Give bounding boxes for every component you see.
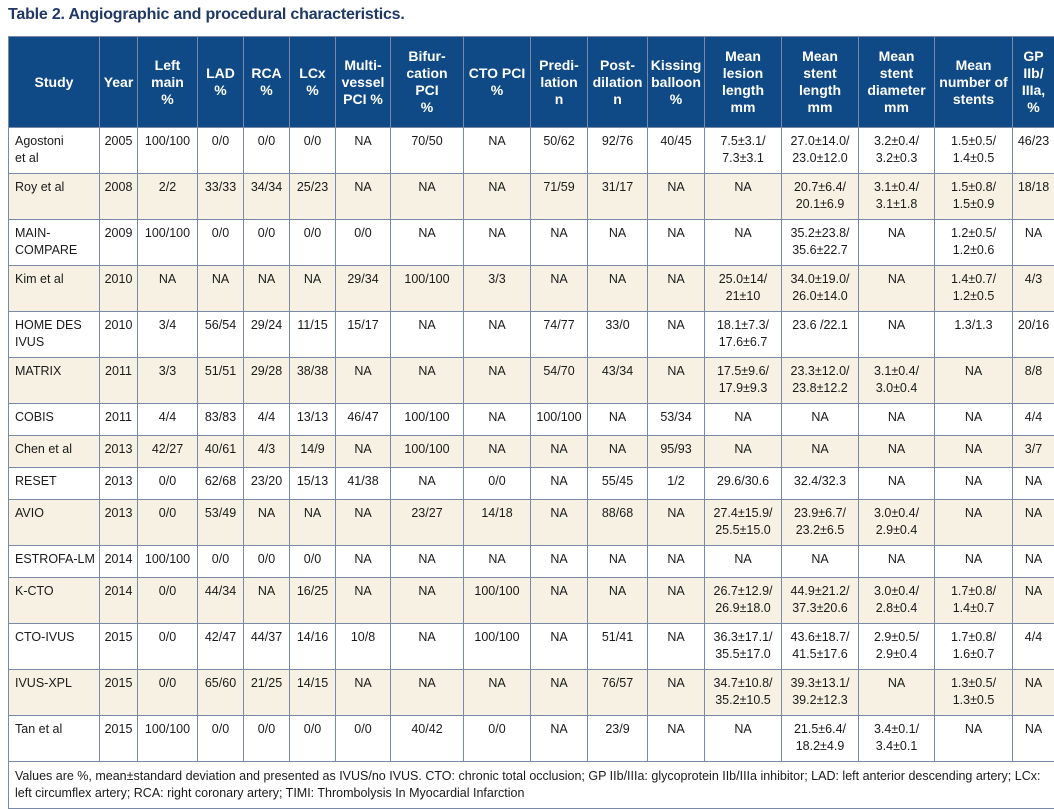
table-cell: 0/0 [336, 220, 391, 266]
table-cell: 0/0 [336, 716, 391, 762]
table-cell: 43.6±18.7/ 41.5±17.6 [782, 624, 859, 670]
table-cell: NA [531, 500, 588, 546]
table-cell: 54/70 [531, 358, 588, 404]
table-cell: 0/0 [138, 624, 198, 670]
table-cell: NA [391, 174, 464, 220]
table-cell: 0/0 [138, 500, 198, 546]
table-cell: 3.1±0.4/ 3.0±0.4 [859, 358, 935, 404]
header-cell: Year [100, 37, 138, 128]
table-cell: NA [336, 358, 391, 404]
table-cell: 3/4 [138, 312, 198, 358]
table-cell: 0/0 [138, 578, 198, 624]
table-cell: NA [648, 220, 705, 266]
table-cell: 32.4/32.3 [782, 468, 859, 500]
table-cell: NA [391, 624, 464, 670]
table-cell: NA [935, 358, 1013, 404]
table-cell: 11/15 [290, 312, 336, 358]
table-cell: NA [336, 500, 391, 546]
table-footnote: Values are %, mean±standard deviation and presented as IVUS/no IVUS. CTO: chronic total occlusion; GP IIb/IIIa: glycoprotein IIb/IIIa inhibitor; LAD: left anterior descending artery; LCx: left circumflex artery; RCA: right coronary artery; TIMI: Thrombolysis In Myocardial Infarction [9, 762, 1054, 809]
table-row [9, 578, 1054, 624]
study-cell: RESET [9, 468, 100, 500]
table-cell: 4/4 [244, 404, 290, 436]
header-cell: Kissing balloon % [648, 37, 705, 128]
table-cell: NA [859, 546, 935, 578]
table-cell: NA [859, 670, 935, 716]
table-cell: NA [705, 220, 782, 266]
table-cell: 62/68 [198, 468, 244, 500]
table-cell: NA [391, 468, 464, 500]
study-cell: CTO-IVUS [9, 624, 100, 670]
table-cell: 0/0 [464, 468, 531, 500]
table-cell: 16/25 [290, 578, 336, 624]
table-cell: 53/49 [198, 500, 244, 546]
table-cell: 0/0 [244, 128, 290, 174]
table-cell: 1.3/1.3 [935, 312, 1013, 358]
footnote-row [9, 762, 1054, 809]
header-cell: Mean stent diameter mm [859, 37, 935, 128]
table-cell: 2013 [100, 500, 138, 546]
table-cell: 1.4±0.7/ 1.2±0.5 [935, 266, 1013, 312]
table-cell: 0/0 [464, 716, 531, 762]
header-cell: LCx % [290, 37, 336, 128]
table-cell: 100/100 [138, 128, 198, 174]
table-cell: NA [935, 468, 1013, 500]
table-cell: 36.3±17.1/ 35.5±17.0 [705, 624, 782, 670]
table-row [9, 358, 1054, 404]
table-cell: 7.5±3.1/ 7.3±3.1 [705, 128, 782, 174]
table-cell: 100/100 [138, 220, 198, 266]
table-cell: NA [588, 266, 648, 312]
table-cell: 3.2±0.4/ 3.2±0.3 [859, 128, 935, 174]
study-cell: MAIN- COMPARE [9, 220, 100, 266]
header-cell: Mean stent length mm [782, 37, 859, 128]
table-cell: 1/2 [648, 468, 705, 500]
table-cell: 29/24 [244, 312, 290, 358]
table-row [9, 266, 1054, 312]
table-row [9, 468, 1054, 500]
table-cell: 15/13 [290, 468, 336, 500]
header-cell: Multi- vessel PCI % [336, 37, 391, 128]
table-row [9, 624, 1054, 670]
table-cell: NA [705, 404, 782, 436]
table-cell: NA [705, 546, 782, 578]
table-cell: 0/0 [138, 670, 198, 716]
table-cell: 65/60 [198, 670, 244, 716]
table-cell: 0/0 [290, 546, 336, 578]
table-cell: 0/0 [290, 716, 336, 762]
table-cell: 0/0 [244, 716, 290, 762]
table-cell: 3/3 [138, 358, 198, 404]
table-cell: 40/45 [648, 128, 705, 174]
table-cell: 26.7±12.9/ 26.9±18.0 [705, 578, 782, 624]
study-cell: Kim et al [9, 266, 100, 312]
table-cell: NA [290, 266, 336, 312]
table-cell: 100/100 [391, 436, 464, 468]
table-cell: NA [391, 220, 464, 266]
table-cell: 42/47 [198, 624, 244, 670]
table-cell: 74/77 [531, 312, 588, 358]
table-cell: NA [336, 436, 391, 468]
table-cell: NA [531, 266, 588, 312]
table-cell: 50/62 [531, 128, 588, 174]
table-cell: NA [588, 404, 648, 436]
table-cell: NA [935, 716, 1013, 762]
table-cell: 0/0 [290, 128, 336, 174]
table-cell: 100/100 [531, 404, 588, 436]
table-cell: NA [935, 546, 1013, 578]
table-cell: NA [531, 670, 588, 716]
table-cell: 20/16 [1013, 312, 1054, 358]
table-cell: NA [531, 468, 588, 500]
table-cell: 2015 [100, 716, 138, 762]
table-cell: NA [648, 174, 705, 220]
table-cell: 23/20 [244, 468, 290, 500]
table-row [9, 404, 1054, 436]
table-cell: 83/83 [198, 404, 244, 436]
table-cell: 14/15 [290, 670, 336, 716]
table-cell: NA [336, 578, 391, 624]
table-cell: 1.7±0.8/ 1.6±0.7 [935, 624, 1013, 670]
table-cell: NA [648, 312, 705, 358]
table-cell: 100/100 [391, 266, 464, 312]
table-cell: 2005 [100, 128, 138, 174]
table-cell: NA [464, 174, 531, 220]
table-cell: NA [464, 358, 531, 404]
table-cell: 34.0±19.0/ 26.0±14.0 [782, 266, 859, 312]
table-title: Table 2. Angiographic and procedural characteristics. [8, 6, 405, 24]
table-cell: 42/27 [138, 436, 198, 468]
table-cell: NA [531, 546, 588, 578]
table-row [9, 500, 1054, 546]
table-cell: 88/68 [588, 500, 648, 546]
table-cell: NA [464, 670, 531, 716]
table-cell: 44/34 [198, 578, 244, 624]
header-cell: Predi- lation n [531, 37, 588, 128]
table-cell: 27.0±14.0/ 23.0±12.0 [782, 128, 859, 174]
table-cell: NA [588, 578, 648, 624]
table-cell: NA [1013, 670, 1054, 716]
table-cell: 18.1±7.3/ 17.6±6.7 [705, 312, 782, 358]
table-cell: 44.9±21.2/ 37.3±20.6 [782, 578, 859, 624]
table-cell: NA [705, 174, 782, 220]
table-cell: NA [244, 578, 290, 624]
table-cell: 2010 [100, 266, 138, 312]
table-cell: NA [531, 716, 588, 762]
table-cell: 92/76 [588, 128, 648, 174]
table-cell: NA [648, 500, 705, 546]
table-cell: 2015 [100, 624, 138, 670]
table-cell: 20.7±6.4/ 20.1±6.9 [782, 174, 859, 220]
study-cell: K-CTO [9, 578, 100, 624]
study-cell: AVIO [9, 500, 100, 546]
table-cell: 23/27 [391, 500, 464, 546]
table-cell: NA [648, 358, 705, 404]
table-cell: 0/0 [198, 546, 244, 578]
header-cell: RCA % [244, 37, 290, 128]
table-cell: 15/17 [336, 312, 391, 358]
table-cell: 100/100 [391, 404, 464, 436]
table-cell: 33/0 [588, 312, 648, 358]
table-cell: NA [290, 500, 336, 546]
table-cell: 3/7 [1013, 436, 1054, 468]
study-cell: COBIS [9, 404, 100, 436]
table-cell: 40/42 [391, 716, 464, 762]
table-cell: 2.9±0.5/ 2.9±0.4 [859, 624, 935, 670]
table-cell: NA [648, 578, 705, 624]
study-cell: Roy et al [9, 174, 100, 220]
table-cell: 23.6 /22.1 [782, 312, 859, 358]
table-cell: NA [464, 220, 531, 266]
table-cell: NA [464, 404, 531, 436]
table-cell: NA [935, 436, 1013, 468]
header-cell: Mean lesion length mm [705, 37, 782, 128]
table-cell: 3.0±0.4/ 2.9±0.4 [859, 500, 935, 546]
table-cell: 4/3 [1013, 266, 1054, 312]
table-cell: NA [391, 312, 464, 358]
table-cell: 38/38 [290, 358, 336, 404]
table-cell: 4/3 [244, 436, 290, 468]
table-cell: 100/100 [464, 578, 531, 624]
table-cell: NA [1013, 500, 1054, 546]
table-cell: NA [464, 436, 531, 468]
table-cell: 23.9±6.7/ 23.2±6.5 [782, 500, 859, 546]
table-row [9, 546, 1054, 578]
table-cell: 8/8 [1013, 358, 1054, 404]
table-cell: 41/38 [336, 468, 391, 500]
table-cell: NA [859, 468, 935, 500]
table-cell: NA [391, 670, 464, 716]
table-cell: 3/3 [464, 266, 531, 312]
study-cell: Agostoni et al [9, 128, 100, 174]
table-cell: NA [859, 436, 935, 468]
table-cell: 4/4 [138, 404, 198, 436]
table-cell: NA [391, 578, 464, 624]
table-cell: NA [935, 500, 1013, 546]
table-cell: 1.5±0.8/ 1.5±0.9 [935, 174, 1013, 220]
header-cell: CTO PCI % [464, 37, 531, 128]
table-cell: NA [648, 266, 705, 312]
table-cell: 25/23 [290, 174, 336, 220]
table-cell: NA [1013, 220, 1054, 266]
table-cell: NA [336, 546, 391, 578]
table-cell: NA [244, 500, 290, 546]
table-cell: NA [1013, 716, 1054, 762]
header-cell: GP IIb/ IIIa, % [1013, 37, 1054, 128]
table-cell: 71/59 [531, 174, 588, 220]
table-cell: 51/51 [198, 358, 244, 404]
table-cell: NA [244, 266, 290, 312]
table-cell: 31/17 [588, 174, 648, 220]
table-cell: 4/4 [1013, 624, 1054, 670]
table-cell: 4/4 [1013, 404, 1054, 436]
table-cell: 2014 [100, 546, 138, 578]
table-body [9, 128, 1054, 762]
table-cell: 35.2±23.8/ 35.6±22.7 [782, 220, 859, 266]
table-cell: NA [705, 436, 782, 468]
table-cell: 2011 [100, 404, 138, 436]
table-cell: NA [648, 546, 705, 578]
table-cell: 1.5±0.5/ 1.4±0.5 [935, 128, 1013, 174]
table-cell: 0/0 [138, 468, 198, 500]
table-cell: NA [859, 220, 935, 266]
table-cell: NA [336, 128, 391, 174]
table-cell: NA [1013, 468, 1054, 500]
table-cell: 29/28 [244, 358, 290, 404]
table-cell: NA [705, 716, 782, 762]
table-cell: 34/34 [244, 174, 290, 220]
table-cell: 25.0±14/ 21±10 [705, 266, 782, 312]
table-cell: NA [1013, 578, 1054, 624]
table-cell: NA [464, 546, 531, 578]
table-row [9, 220, 1054, 266]
table-cell: 0/0 [290, 220, 336, 266]
table-cell: 3.1±0.4/ 3.1±1.8 [859, 174, 935, 220]
data-table [8, 36, 1054, 809]
table-row [9, 436, 1054, 468]
table-cell: NA [198, 266, 244, 312]
header-cell: Post- dilation n [588, 37, 648, 128]
table-cell: 34.7±10.8/ 35.2±10.5 [705, 670, 782, 716]
table-cell: NA [588, 436, 648, 468]
table-row [9, 312, 1054, 358]
table-cell: 17.5±9.6/ 17.9±9.3 [705, 358, 782, 404]
table-cell: 39.3±13.1/ 39.2±12.3 [782, 670, 859, 716]
table-cell: NA [531, 624, 588, 670]
table-cell: 46/23 [1013, 128, 1054, 174]
table-cell: 3.0±0.4/ 2.8±0.4 [859, 578, 935, 624]
study-cell: MATRIX [9, 358, 100, 404]
study-cell: ESTROFA-LM [9, 546, 100, 578]
table-cell: 3.4±0.1/ 3.4±0.1 [859, 716, 935, 762]
header-cell: LAD % [198, 37, 244, 128]
table-cell: 14/9 [290, 436, 336, 468]
table-cell: NA [782, 404, 859, 436]
table-cell: 29.6/30.6 [705, 468, 782, 500]
table-cell: NA [588, 220, 648, 266]
table-cell: 1.7±0.8/ 1.4±0.7 [935, 578, 1013, 624]
table-cell: NA [859, 266, 935, 312]
header-cell: Study [9, 37, 100, 128]
table-cell: NA [464, 312, 531, 358]
table-cell: NA [336, 174, 391, 220]
study-cell: HOME DES IVUS [9, 312, 100, 358]
table-cell: NA [648, 716, 705, 762]
table-cell: 0/0 [198, 220, 244, 266]
study-cell: Chen et al [9, 436, 100, 468]
table-cell: NA [531, 220, 588, 266]
header-cell: Bifur- cation PCI % [391, 37, 464, 128]
table-cell: NA [648, 624, 705, 670]
table-cell: 51/41 [588, 624, 648, 670]
table-cell: 95/93 [648, 436, 705, 468]
table-cell: 0/0 [198, 716, 244, 762]
table-cell: 2011 [100, 358, 138, 404]
table-cell: 2/2 [138, 174, 198, 220]
table-cell: 23/9 [588, 716, 648, 762]
table-cell: 100/100 [464, 624, 531, 670]
study-cell: Tan et al [9, 716, 100, 762]
table-cell: 21/25 [244, 670, 290, 716]
table-cell: NA [588, 546, 648, 578]
table-cell: 40/61 [198, 436, 244, 468]
table-cell: NA [859, 312, 935, 358]
table-cell: NA [391, 358, 464, 404]
table-cell: 29/34 [336, 266, 391, 312]
table-cell: NA [531, 436, 588, 468]
table-cell: NA [782, 546, 859, 578]
table-cell: 10/8 [336, 624, 391, 670]
table-row [9, 128, 1054, 174]
table-cell: 21.5±6.4/ 18.2±4.9 [782, 716, 859, 762]
table-cell: 13/13 [290, 404, 336, 436]
table-cell: 56/54 [198, 312, 244, 358]
table-cell: 18/18 [1013, 174, 1054, 220]
table-cell: 100/100 [138, 546, 198, 578]
table-cell: 2010 [100, 312, 138, 358]
table-cell: NA [391, 546, 464, 578]
table-cell: 2013 [100, 436, 138, 468]
table-cell: NA [531, 578, 588, 624]
table-cell: 0/0 [244, 546, 290, 578]
table-container [8, 36, 1046, 809]
header-cell: Left main % [138, 37, 198, 128]
table-cell: 43/34 [588, 358, 648, 404]
table-cell: 100/100 [138, 716, 198, 762]
table-cell: NA [935, 404, 1013, 436]
table-row [9, 174, 1054, 220]
table-cell: 2008 [100, 174, 138, 220]
table-cell: NA [336, 670, 391, 716]
table-cell: NA [648, 670, 705, 716]
table-cell: NA [464, 128, 531, 174]
table-cell: NA [782, 436, 859, 468]
table-cell: 53/34 [648, 404, 705, 436]
table-cell: 76/57 [588, 670, 648, 716]
table-cell: 70/50 [391, 128, 464, 174]
table-cell: 2014 [100, 578, 138, 624]
table-cell: 14/16 [290, 624, 336, 670]
table-cell: NA [1013, 546, 1054, 578]
table-cell: 44/37 [244, 624, 290, 670]
table-row [9, 670, 1054, 716]
table-cell: 0/0 [198, 128, 244, 174]
table-cell: 27.4±15.9/ 25.5±15.0 [705, 500, 782, 546]
table-cell: 2009 [100, 220, 138, 266]
header-row [9, 37, 1054, 128]
table-cell: 2015 [100, 670, 138, 716]
table-cell: 55/45 [588, 468, 648, 500]
table-cell: 0/0 [244, 220, 290, 266]
header-cell: Mean number of stents [935, 37, 1013, 128]
table-cell: NA [859, 404, 935, 436]
table-cell: 14/18 [464, 500, 531, 546]
table-cell: NA [138, 266, 198, 312]
table-cell: 46/47 [336, 404, 391, 436]
table-cell: 23.3±12.0/ 23.8±12.2 [782, 358, 859, 404]
table-row [9, 716, 1054, 762]
table-cell: 33/33 [198, 174, 244, 220]
table-cell: 1.2±0.5/ 1.2±0.6 [935, 220, 1013, 266]
table-cell: 1.3±0.5/ 1.3±0.5 [935, 670, 1013, 716]
study-cell: IVUS-XPL [9, 670, 100, 716]
table-cell: 2013 [100, 468, 138, 500]
